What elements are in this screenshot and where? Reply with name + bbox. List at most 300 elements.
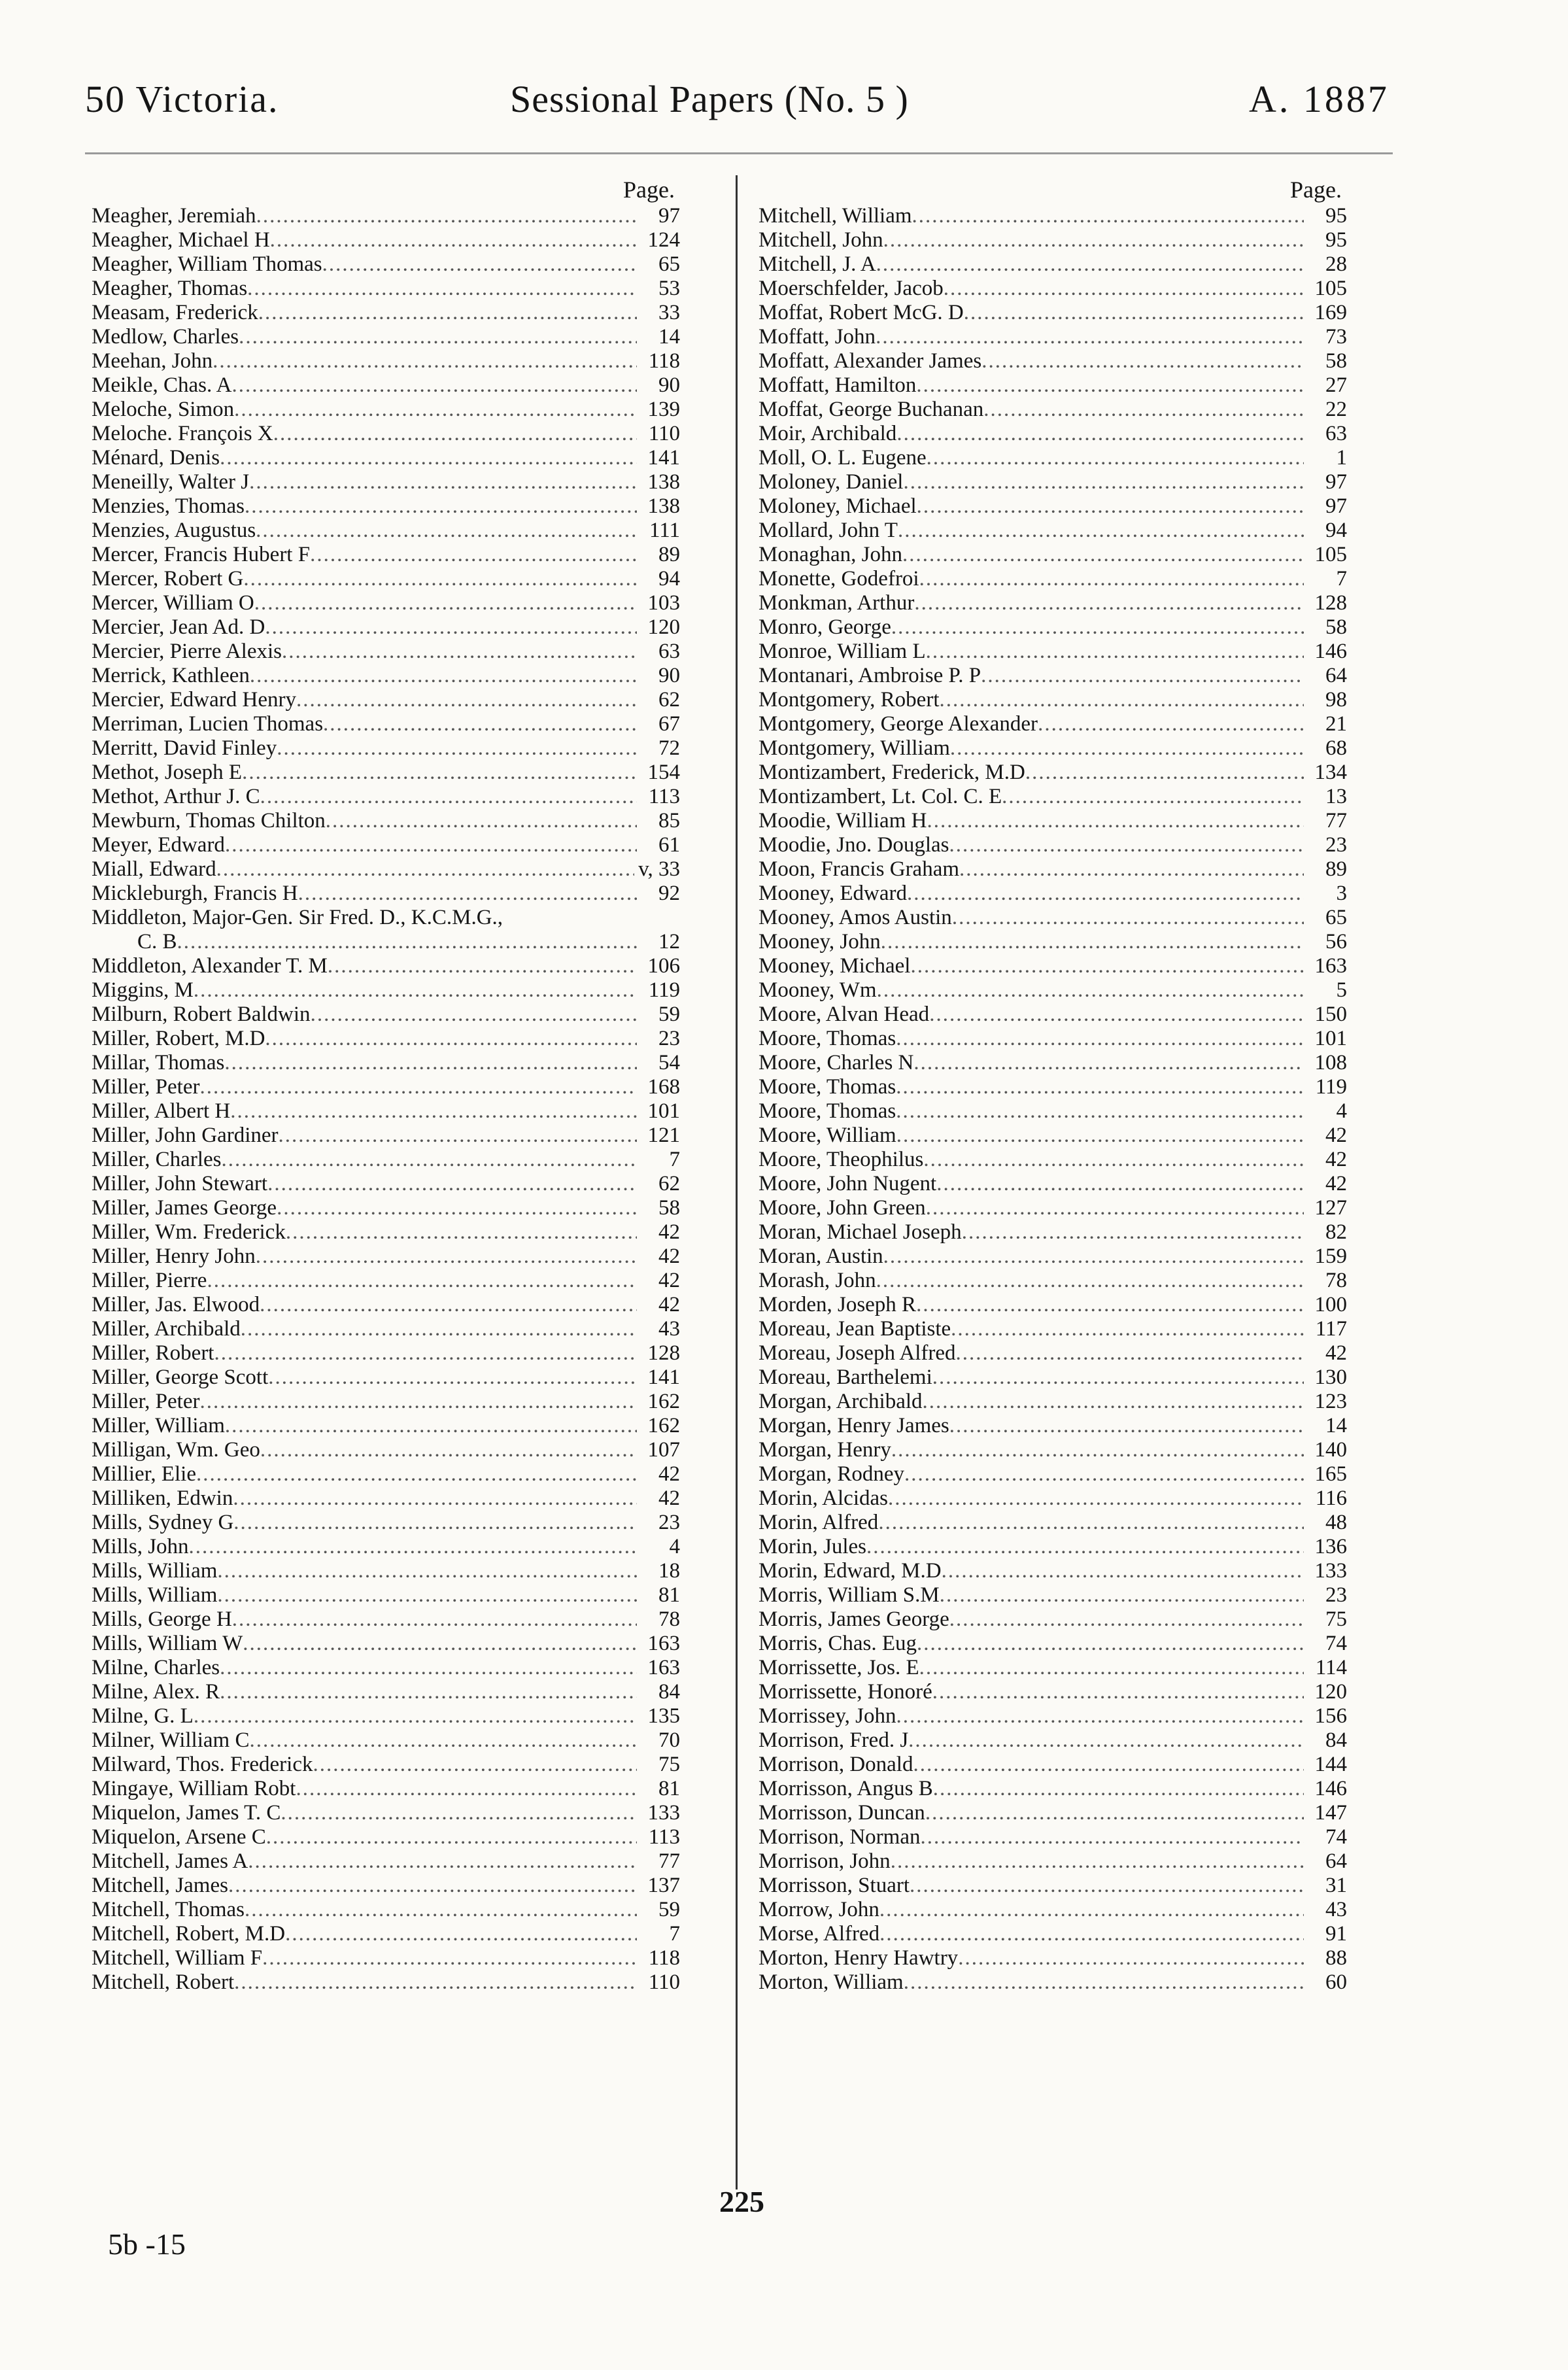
leader-dots — [296, 1777, 637, 1801]
leader-dots — [914, 591, 1304, 615]
index-entry — [92, 712, 680, 736]
entry-page: 28 — [1325, 252, 1347, 276]
entry-page: 43 — [1325, 1898, 1347, 1921]
entry-name: Mercier, Edward Henry — [92, 688, 296, 712]
entry-page: 31 — [1325, 1874, 1347, 1897]
entry-page: 23 — [658, 1511, 680, 1534]
index-entry — [92, 543, 680, 567]
entry-name: Merriman, Lucien Thomas — [92, 712, 324, 736]
index-entry — [758, 1196, 1347, 1220]
entry-name: Mooney, John — [758, 930, 881, 953]
entry-name: Mercier, Pierre Alexis — [92, 640, 282, 663]
entry-page: 58 — [1325, 349, 1347, 373]
index-entry — [92, 688, 680, 712]
leader-dots — [247, 277, 637, 301]
leader-dots — [876, 325, 1304, 349]
entry-name: Morgan, Henry James — [758, 1414, 949, 1437]
entry-page: 119 — [648, 978, 680, 1002]
index-entry — [758, 422, 1347, 446]
signature-mark: 5b -15 — [108, 2227, 186, 2261]
entry-name: Mitchell, James — [92, 1874, 228, 1897]
entry-name: Meloche. François X — [92, 422, 273, 445]
entry-name: Moir, Archibald — [758, 422, 897, 445]
entry-page: 147 — [1314, 1801, 1347, 1825]
index-entry — [92, 1196, 680, 1220]
index-entry — [758, 1269, 1347, 1293]
index-entry — [92, 1099, 680, 1124]
leader-dots — [883, 228, 1304, 252]
index-entry — [92, 446, 680, 470]
index-entry — [758, 1680, 1347, 1704]
entry-page: 85 — [658, 809, 680, 833]
leader-dots — [194, 978, 637, 1003]
entry-name: Morris, James George — [758, 1607, 949, 1631]
entry-name: Milner, William C — [92, 1728, 250, 1752]
index-entry — [92, 761, 680, 785]
entry-page: 23 — [1325, 1583, 1347, 1607]
entry-page: 124 — [647, 228, 680, 252]
index-entry — [92, 1317, 680, 1341]
entry-name: Milne, Alex. R — [92, 1680, 220, 1704]
entry-name: Moffatt, Hamilton — [758, 373, 917, 397]
index-entry — [92, 978, 680, 1003]
entry-page: 23 — [658, 1027, 680, 1050]
index-entry — [758, 1341, 1347, 1365]
index-entry — [92, 1486, 680, 1511]
index-entry — [758, 736, 1347, 761]
index-entry — [92, 1559, 680, 1583]
entry-page: 95 — [1325, 228, 1347, 252]
leader-dots — [1002, 785, 1304, 809]
entry-name: Moore, John Green — [758, 1196, 926, 1220]
leader-dots — [260, 785, 637, 809]
index-column-right — [758, 175, 1347, 1995]
entry-page: v, 33 — [638, 857, 680, 881]
entry-page: 114 — [1315, 1656, 1347, 1679]
index-entry — [92, 1051, 680, 1075]
entry-name: Moore, Alvan Head — [758, 1003, 930, 1026]
index-entry — [92, 785, 680, 809]
page-header — [85, 77, 1393, 129]
leader-dots — [199, 1075, 637, 1099]
entry-page: 113 — [648, 1825, 680, 1849]
index-entry — [758, 567, 1347, 591]
entry-name: Moore, John Nugent — [758, 1172, 937, 1195]
leader-dots — [903, 470, 1304, 494]
index-entry — [758, 1728, 1347, 1753]
index-entry — [92, 1075, 680, 1099]
entry-page: 135 — [647, 1704, 680, 1728]
index-entry — [758, 1753, 1347, 1777]
leader-dots — [214, 1341, 637, 1365]
leader-dots — [1038, 712, 1304, 736]
index-entry — [92, 277, 680, 301]
entry-page: 141 — [647, 446, 680, 470]
leader-dots — [224, 1051, 637, 1075]
entry-page: 162 — [647, 1414, 680, 1437]
entry-name: Moore, Charles N — [758, 1051, 914, 1074]
leader-dots — [254, 591, 637, 615]
index-entry — [92, 228, 680, 252]
entry-page: 74 — [1325, 1825, 1347, 1849]
index-entry — [92, 1027, 680, 1051]
entry-page: 13 — [1325, 785, 1347, 808]
entry-name: Monro, George — [758, 615, 891, 639]
entry-page: 139 — [647, 398, 680, 421]
index-entry — [758, 978, 1347, 1003]
entry-name: Mooney, Amos Austin — [758, 906, 952, 929]
index-entry — [92, 325, 680, 349]
entry-page: 54 — [658, 1051, 680, 1074]
index-entry — [758, 833, 1347, 857]
leader-dots — [241, 1317, 637, 1341]
leader-dots — [891, 1438, 1304, 1462]
leader-dots — [256, 519, 637, 543]
entry-page: 107 — [647, 1438, 680, 1462]
entry-name: Monaghan, John — [758, 543, 902, 566]
entry-name: Morrison, Norman — [758, 1825, 921, 1849]
leader-dots — [896, 1124, 1304, 1148]
entry-page: 163 — [647, 1656, 680, 1679]
entry-name: Ménard, Denis — [92, 446, 220, 470]
leader-dots — [940, 688, 1304, 712]
index-entry — [758, 785, 1347, 809]
entry-page: 73 — [1325, 325, 1347, 349]
index-entry — [92, 1148, 680, 1172]
index-entry — [758, 1704, 1347, 1728]
leader-dots — [266, 1825, 637, 1849]
leader-dots — [323, 712, 637, 736]
entry-name: Moodie, William H — [758, 809, 927, 833]
entry-name: Morris, William S.M — [758, 1583, 940, 1607]
leader-dots — [311, 1003, 637, 1027]
entry-name: Moffatt, Alexander James — [758, 349, 982, 373]
entry-name: C. B — [137, 930, 177, 953]
index-entry — [92, 1293, 680, 1317]
entry-name: Moreau, Barthelemi — [758, 1365, 932, 1389]
entry-name: Moreau, Joseph Alfred — [758, 1341, 956, 1365]
leader-dots — [926, 1196, 1304, 1220]
entry-page: 127 — [1314, 1196, 1347, 1220]
index-entry — [92, 809, 680, 833]
entry-name: Morgan, Rodney — [758, 1462, 905, 1486]
index-entry — [758, 1003, 1347, 1027]
entry-name: Moore, William — [758, 1124, 896, 1147]
entry-name: Meloche, Simon — [92, 398, 235, 421]
entry-name: Morrissette, Jos. E — [758, 1656, 919, 1679]
entry-page: 67 — [658, 712, 680, 736]
index-entry — [758, 857, 1347, 882]
entry-name: Mills, William — [92, 1583, 218, 1607]
entry-page: 65 — [658, 252, 680, 276]
entry-page: 64 — [1325, 664, 1347, 687]
leader-dots — [925, 1801, 1304, 1825]
entry-name: Mercier, Jean Ad. D — [92, 615, 265, 639]
entry-page: 120 — [1314, 1680, 1347, 1704]
index-entry — [92, 204, 680, 228]
entry-name: Moran, Austin — [758, 1245, 883, 1268]
leader-dots — [916, 1293, 1304, 1317]
index-entry — [92, 494, 680, 519]
index-entry — [758, 1559, 1347, 1583]
entry-name: Mills, William — [92, 1559, 218, 1583]
entry-name: Moodie, Jno. Douglas — [758, 833, 949, 857]
entry-page: 91 — [1325, 1922, 1347, 1946]
entry-name: Mills, William W — [92, 1632, 243, 1655]
leader-dots — [912, 204, 1304, 228]
leader-dots — [981, 349, 1304, 373]
entry-page: 118 — [648, 1946, 680, 1970]
index-entry — [758, 252, 1347, 277]
leader-dots — [888, 1486, 1304, 1511]
leader-dots — [217, 1583, 637, 1607]
entry-page: 48 — [1325, 1511, 1347, 1534]
index-entry — [758, 906, 1347, 930]
entry-name: Miller, Charles — [92, 1148, 222, 1171]
leader-dots — [216, 857, 635, 882]
entry-page: 1 — [1336, 446, 1347, 470]
index-entry — [758, 1656, 1347, 1680]
leader-dots — [910, 1874, 1304, 1898]
entry-name: Morrisson, Duncan — [758, 1801, 925, 1825]
index-entry — [758, 664, 1347, 688]
index-entry — [758, 1922, 1347, 1946]
entry-name: Miller, Peter — [92, 1075, 200, 1099]
entry-page: 58 — [1325, 615, 1347, 639]
entry-name: Montgomery, George Alexander — [758, 712, 1038, 736]
entry-name: Morrison, Donald — [758, 1753, 913, 1776]
index-entry — [758, 373, 1347, 398]
entry-page: 43 — [658, 1317, 680, 1341]
entry-page: 59 — [658, 1003, 680, 1026]
leader-dots — [956, 1341, 1304, 1365]
index-entry — [758, 1511, 1347, 1535]
entry-name: Miller, William — [92, 1414, 225, 1437]
entry-name: Mitchell, William F — [92, 1946, 263, 1970]
leader-dots — [228, 1874, 637, 1898]
index-entry — [92, 301, 680, 325]
entry-page: 133 — [647, 1801, 680, 1825]
leader-dots — [189, 1535, 637, 1559]
entry-page: 134 — [1314, 761, 1347, 784]
leader-dots — [196, 1462, 637, 1486]
index-entry — [92, 1849, 680, 1874]
index-entry — [92, 615, 680, 640]
entry-page: 61 — [658, 833, 680, 857]
index-entry — [92, 1607, 680, 1632]
index-entry — [92, 1583, 680, 1607]
leader-dots — [981, 664, 1304, 688]
entry-page: 14 — [658, 325, 680, 349]
leader-dots — [904, 1462, 1304, 1486]
entry-page: 42 — [1325, 1172, 1347, 1195]
entry-name: Montizambert, Frederick, M.D — [758, 761, 1025, 784]
leader-dots — [942, 1559, 1304, 1583]
leader-dots — [898, 519, 1304, 543]
index-entry — [92, 1656, 680, 1680]
entry-name: Milliken, Edwin — [92, 1486, 233, 1510]
entry-page: 84 — [1325, 1728, 1347, 1752]
entry-name: Miller, Archibald — [92, 1317, 241, 1341]
entry-page: 18 — [658, 1559, 680, 1583]
entry-page: 62 — [658, 1172, 680, 1195]
leader-dots — [883, 1245, 1304, 1269]
index-entry — [92, 1390, 680, 1414]
index-entry — [758, 1849, 1347, 1874]
entry-name: Morgan, Archibald — [758, 1390, 923, 1413]
leader-dots — [951, 1317, 1304, 1341]
entry-page: 162 — [647, 1390, 680, 1413]
leader-dots — [285, 1922, 637, 1946]
leader-dots — [926, 640, 1304, 664]
entry-name: Mickleburgh, Francis H — [92, 882, 298, 905]
index-entry — [758, 761, 1347, 785]
entry-name: Moore, Theophilus — [758, 1148, 924, 1171]
entry-page: 5 — [1336, 978, 1347, 1002]
entry-name: Miall, Edward — [92, 857, 216, 881]
entry-page: 108 — [1314, 1051, 1347, 1074]
leader-dots — [1025, 761, 1304, 785]
index-entry — [758, 543, 1347, 567]
entry-name: Moreau, Jean Baptiste — [758, 1317, 951, 1341]
entry-name: Mooney, Edward — [758, 882, 907, 905]
index-entry — [758, 1535, 1347, 1559]
leader-dots — [326, 809, 637, 833]
leader-dots — [260, 1438, 637, 1462]
entry-name: Meagher, Jeremiah — [92, 204, 256, 228]
entry-name: Morrisson, Angus B — [758, 1777, 933, 1800]
index-entry — [758, 809, 1347, 833]
entry-name: Moon, Francis Graham — [758, 857, 960, 881]
entry-page: 70 — [658, 1728, 680, 1752]
entry-name: Morrisson, Stuart — [758, 1874, 910, 1897]
entry-name: Morgan, Henry — [758, 1438, 891, 1462]
entry-page: 140 — [1314, 1438, 1347, 1462]
entry-name: Moffat, George Buchanan — [758, 398, 984, 421]
entry-page: 101 — [1314, 1027, 1347, 1050]
entry-page: 82 — [1325, 1220, 1347, 1244]
index-entry — [758, 1970, 1347, 1995]
index-entry — [758, 882, 1347, 906]
leader-dots — [896, 1704, 1304, 1728]
entry-name: Milburn, Robert Baldwin — [92, 1003, 311, 1026]
leader-dots — [242, 761, 637, 785]
index-entry — [92, 1922, 680, 1946]
index-entry — [92, 1898, 680, 1922]
entry-page: 128 — [647, 1341, 680, 1365]
index-entry — [758, 301, 1347, 325]
leader-dots — [944, 277, 1304, 301]
index-entry — [92, 422, 680, 446]
entry-page: 64 — [1325, 1849, 1347, 1873]
leader-dots — [243, 567, 637, 591]
entry-name: Milne, Charles — [92, 1656, 220, 1679]
entry-name: Methot, Arthur J. C — [92, 785, 260, 808]
leader-dots — [896, 1075, 1304, 1099]
entry-page: 42 — [658, 1269, 680, 1292]
entry-name: Miquelon, James T. C — [92, 1801, 281, 1825]
index-entry — [92, 664, 680, 688]
index-entry — [92, 1970, 680, 1995]
entry-page: 105 — [1314, 277, 1347, 300]
leader-dots — [919, 567, 1304, 591]
entry-page: 95 — [1325, 204, 1347, 228]
index-entry — [92, 930, 680, 954]
index-entry — [758, 1898, 1347, 1922]
index-entry — [758, 688, 1347, 712]
leader-dots — [207, 1269, 637, 1293]
entry-name: Moore, Thomas — [758, 1027, 896, 1050]
leader-dots — [933, 1777, 1304, 1801]
index-entry — [758, 591, 1347, 615]
index-entry — [758, 1220, 1347, 1245]
index-entry — [92, 736, 680, 761]
entry-name: Morash, John — [758, 1269, 876, 1292]
index-entry — [758, 1777, 1347, 1801]
entry-page: 42 — [658, 1486, 680, 1510]
entry-page: 4 — [1336, 1099, 1347, 1123]
entry-page: 4 — [669, 1535, 680, 1558]
entry-name: Morrow, John — [758, 1898, 879, 1921]
leader-dots — [220, 1680, 637, 1704]
entry-page: 78 — [658, 1607, 680, 1631]
entry-name: Miller, Pierre — [92, 1269, 207, 1292]
index-entry — [92, 1632, 680, 1656]
leader-dots — [273, 422, 637, 446]
entry-name: Meyer, Edward — [92, 833, 225, 857]
entry-page: 103 — [647, 591, 680, 615]
leader-dots — [952, 906, 1304, 930]
entry-page: 163 — [647, 1632, 680, 1655]
entry-page: 150 — [1314, 1003, 1347, 1026]
index-entry — [92, 373, 680, 398]
leader-dots — [959, 857, 1304, 882]
entry-page: 68 — [1325, 736, 1347, 760]
entry-page: 7 — [1336, 567, 1347, 591]
entry-name: Miller, Albert H — [92, 1099, 231, 1123]
entry-page: 118 — [648, 349, 680, 373]
index-entry — [758, 1874, 1347, 1898]
leader-dots — [896, 1099, 1304, 1124]
index-entry — [92, 519, 680, 543]
page-column-heading: Page. — [623, 177, 675, 203]
index-entry — [92, 1777, 680, 1801]
entry-page: 62 — [658, 688, 680, 712]
entry-name: Mercer, Robert G — [92, 567, 244, 591]
entry-page: 146 — [1314, 640, 1347, 663]
entry-name: Miller, Peter — [92, 1390, 200, 1413]
leader-dots — [234, 1970, 637, 1995]
entry-name: Moore, Thomas — [758, 1099, 896, 1123]
entry-page: 110 — [648, 1970, 680, 1994]
leader-dots — [220, 1656, 637, 1680]
entry-page: 22 — [1325, 398, 1347, 421]
index-entry — [92, 1003, 680, 1027]
entry-name: Meagher, William Thomas — [92, 252, 322, 276]
entry-name: Mitchell, Robert, M.D — [92, 1922, 286, 1946]
leader-dots — [920, 1825, 1304, 1849]
entry-name: Middleton, Alexander T. M — [92, 954, 328, 978]
leader-dots — [232, 1607, 637, 1632]
entry-name: Miller, Robert, M.D — [92, 1027, 265, 1050]
index-entry — [758, 1825, 1347, 1849]
entry-name: Mercer, Francis Hubert F — [92, 543, 311, 566]
page-number: 225 — [719, 2185, 764, 2218]
leader-dots — [213, 349, 637, 373]
entry-page: 21 — [1325, 712, 1347, 736]
index-entry — [92, 591, 680, 615]
leader-dots — [964, 301, 1304, 325]
